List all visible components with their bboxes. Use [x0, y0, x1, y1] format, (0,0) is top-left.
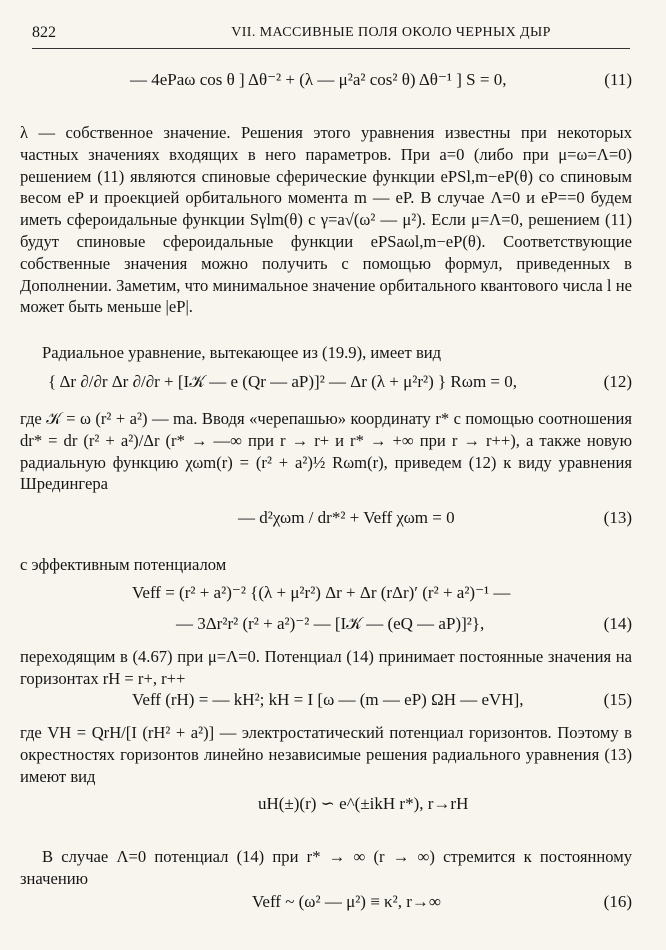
equation-15-body: Veff (rH) = — kH²; kH = I [ω — (m — eP) ΩH — eVH],	[132, 690, 524, 709]
paragraph-eigenvalue: λ — собственное значение. Решения этого уравнения известны при некоторых частных значениях входящих в него параметров. При a=0 (либо при μ=ω=Λ=0) решением (11) являются спиновые сферические функции ePSl,m−eP(θ) со спиновым весом eP и проекцией орбитального момента m — eP. В случае Λ=0 и eP==0 будем иметь сфероидальные функции Sγlm(θ) с γ=a√(ω² — μ²). Если μ=Λ=0, решением (11) будут спиновые сфероидальные функции ePSaωl,m−eP(θ). Соответствующие собственные значения можно получить с помощью формул, приведенных в Дополнении. Заметим, что минимальное значение орбитального квантового числа l не может быть меньше |eP|.	[20, 123, 632, 317]
paragraph-radial-intro: Радиальное уравнение, вытекающее из (19.9), имеет вид	[42, 343, 442, 362]
equation-12-body: { Δr ∂/∂r Δr ∂/∂r + [I𝒦 — e (Qr — aP)]² — Δr (λ + μ²r²) } Rωm = 0,	[48, 372, 518, 391]
equation-14-number: (14)	[603, 614, 632, 633]
equation-16-body: Veff ~ (ω² — μ²) ≡ κ², r→∞	[252, 892, 442, 911]
equation-16-number: (16)	[603, 892, 632, 911]
equation-15-number: (15)	[603, 690, 632, 709]
equation-12-number: (12)	[603, 372, 632, 391]
page-header	[32, 22, 630, 49]
paragraph-horizon-potential: где VH = QrH/[I (rH² + a²)] — электростатический потенциал горизонтов. Поэтому в окрестностях горизонтов линейно независимые решения радиального уравнения (13) имеют вид	[20, 723, 632, 786]
equation-13-body: — d²χωm / dr*² + Veff χωm = 0	[238, 508, 455, 527]
equation-14-line-2	[20, 614, 632, 638]
paragraph-effective-potential: с эффективным потенциалом	[20, 555, 227, 574]
running-head: VII. МАССИВНЫЕ ПОЛЯ ОКОЛО ЧЕРНЫХ ДЫР	[231, 25, 551, 40]
equation-14-line-2-body: — 3Δr²r² (r² + a²)⁻² — [I𝒦 — (eQ — aP)]²},	[176, 614, 485, 633]
equation-asymptotic-body: uH(±)(r) ∽ e^(±ikH r*), r→rH	[258, 794, 469, 813]
paragraph-horizons: переходящим в (4.67) при μ=Λ=0. Потенциал (14) принимает постоянные значения на горизонтах rH = r+, r++	[20, 647, 632, 688]
equation-13	[20, 508, 632, 538]
paragraph-limit: В случае Λ=0 потенциал (14) при r* → ∞ (r → ∞) стремится к постоянному значению	[20, 847, 632, 888]
equation-11-number: (11)	[604, 70, 632, 89]
equation-14-line-1	[20, 583, 632, 607]
equation-16	[20, 892, 632, 918]
equation-12	[20, 372, 632, 402]
equation-11	[20, 70, 632, 96]
paragraph-tortoise: где 𝒦 = ω (r² + a²) — ma. Вводя «черепашью» координату r* с помощью соотношения dr* = dr (r² + a²)/Δr (r* → —∞ при r → r+ и r* → +∞ при r → r++), а также новую радиальную функцию χωm(r) = (r² + a²)½ Rωm(r), приведем (12) к виду уравнения Шредингера	[20, 409, 632, 494]
equation-asymptotic	[20, 794, 632, 824]
equation-13-number: (13)	[603, 508, 632, 527]
page-number: 822	[32, 24, 56, 41]
equation-15	[20, 690, 632, 714]
equation-11-body: — 4ePaω cos θ ] Δθ⁻² + (λ — μ²a² cos² θ) Δθ⁻¹ ] S = 0,	[130, 70, 507, 89]
equation-14-line-1-body: Veff = (r² + a²)⁻² {(λ + μ²r²) Δr + Δr (rΔr)′ (r² + a²)⁻¹ —	[132, 583, 511, 602]
